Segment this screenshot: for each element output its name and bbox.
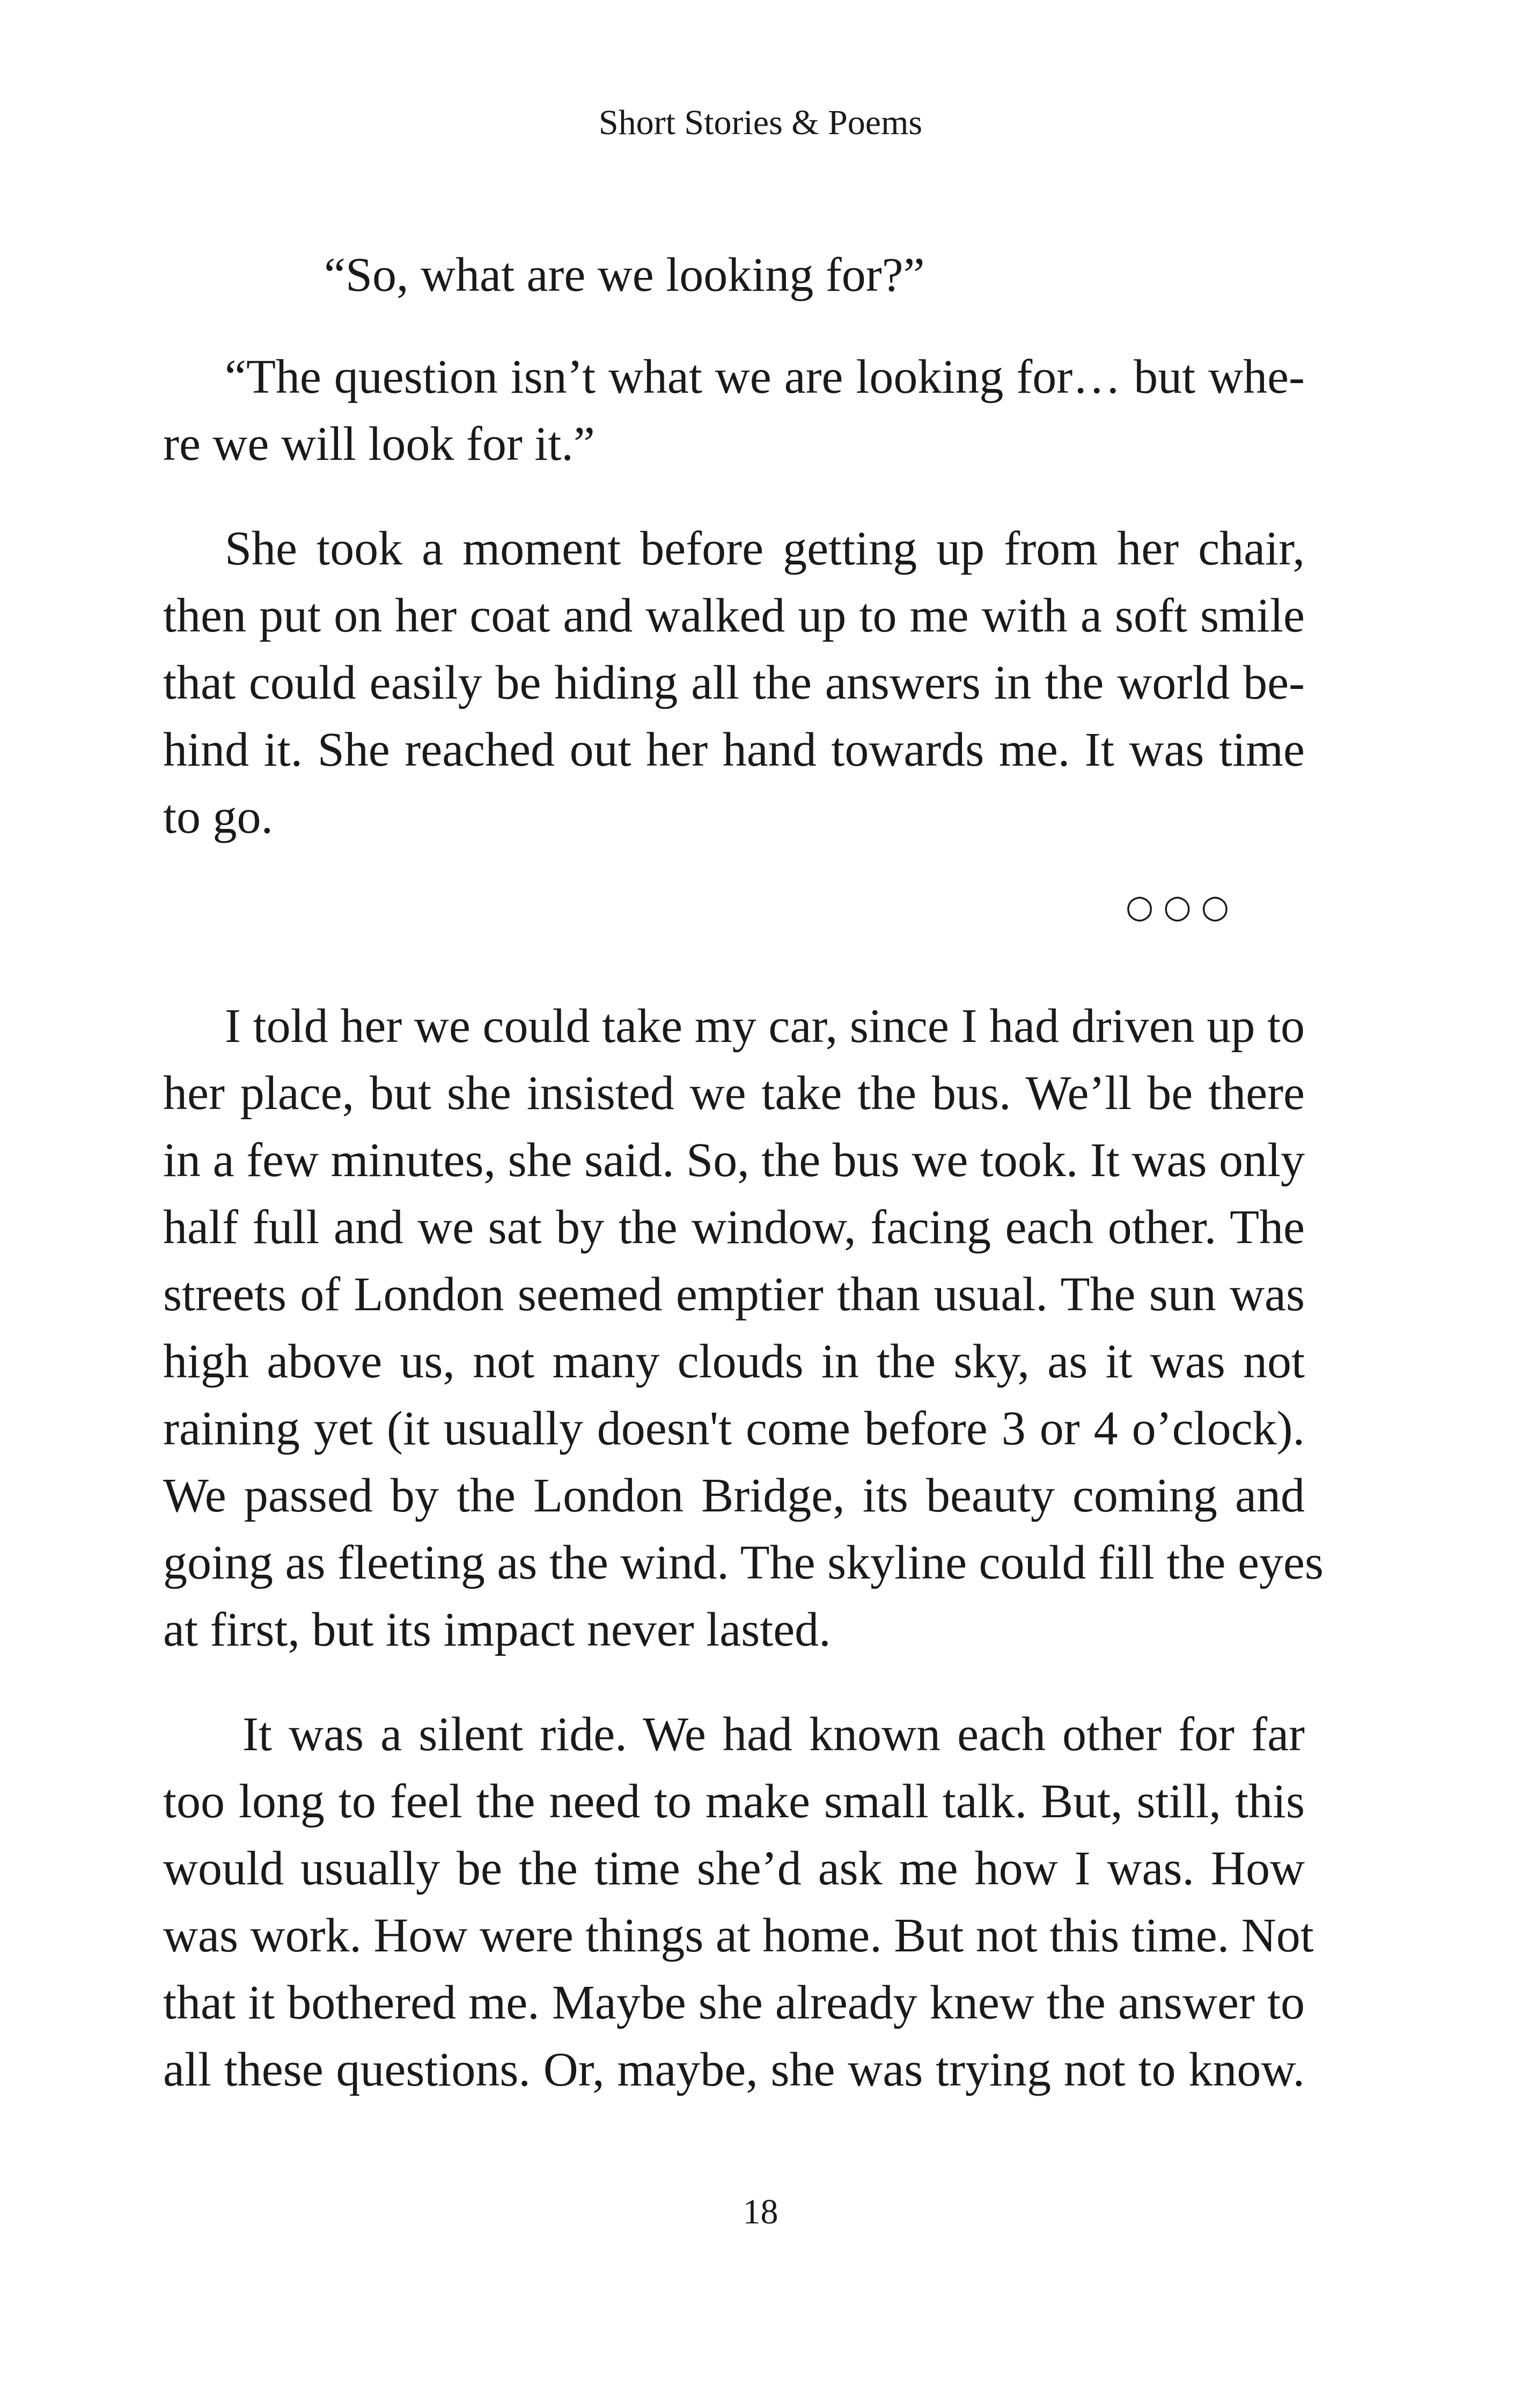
text-line: that could easily be hiding all the answers in the world be- — [163, 656, 1305, 709]
text-line: “So, what are we looking for?” — [324, 248, 925, 302]
paragraph — [163, 993, 1324, 1663]
text-line: all these questions. Or, maybe, she was trying not to know. — [163, 2043, 1305, 2096]
text-line: to go. — [163, 790, 274, 843]
paragraph — [163, 343, 1305, 478]
paragraph — [163, 241, 1305, 309]
text-line: in a few minutes, she said. So, the bus we took. It was only — [163, 1134, 1305, 1187]
text-line: too long to feel the need to make small talk. But, still, this — [163, 1775, 1305, 1828]
text-line: I told her we could take my car, since I had driven up to — [225, 1000, 1305, 1053]
text-line: was work. How were things at home. But not this time. Not — [163, 1909, 1314, 1962]
text-line: her place, but she insisted we take the bus. We’ll be there — [163, 1067, 1305, 1120]
page-number: 18 — [743, 2192, 778, 2231]
text-line: that it bothered me. Maybe she already knew the answer to — [163, 1976, 1305, 2029]
text-line: then put on her coat and walked up to me with a soft smile — [163, 589, 1305, 642]
paragraph — [163, 1701, 1314, 2103]
paragraph — [163, 515, 1305, 850]
text-line: We passed by the London Bridge, its beauty coming and — [163, 1469, 1305, 1522]
running-head: Short Stories & Poems — [598, 103, 923, 142]
text-line: re we will look for it.” — [163, 417, 595, 471]
text-line: half full and we sat by the window, facing each other. The — [163, 1201, 1305, 1254]
text-line: streets of London seemed emptier than usual. The sun was — [163, 1268, 1305, 1321]
text-line: going as fleeting as the wind. The skyline could fill the eyes — [163, 1536, 1324, 1589]
text-line: She took a moment before getting up from her chair, — [225, 522, 1305, 575]
text-line: hind it. She reached out her hand towards me. It was time — [163, 723, 1305, 776]
text-line: “The question isn’t what we are looking for… but whe- — [225, 350, 1305, 403]
scene-break-ornament: ○○○ — [1126, 888, 1239, 926]
text-line: It was a silent ride. We had known each other for far — [243, 1708, 1305, 1761]
text-line: at first, but its impact never lasted. — [163, 1603, 831, 1656]
text-line: raining yet (it usually doesn't come before 3 or 4 o’clock). — [163, 1402, 1305, 1455]
text-line: high above us, not many clouds in the sky, as it was not — [163, 1335, 1305, 1388]
text-line: would usually be the time she’d ask me how I was. How — [163, 1842, 1305, 1895]
